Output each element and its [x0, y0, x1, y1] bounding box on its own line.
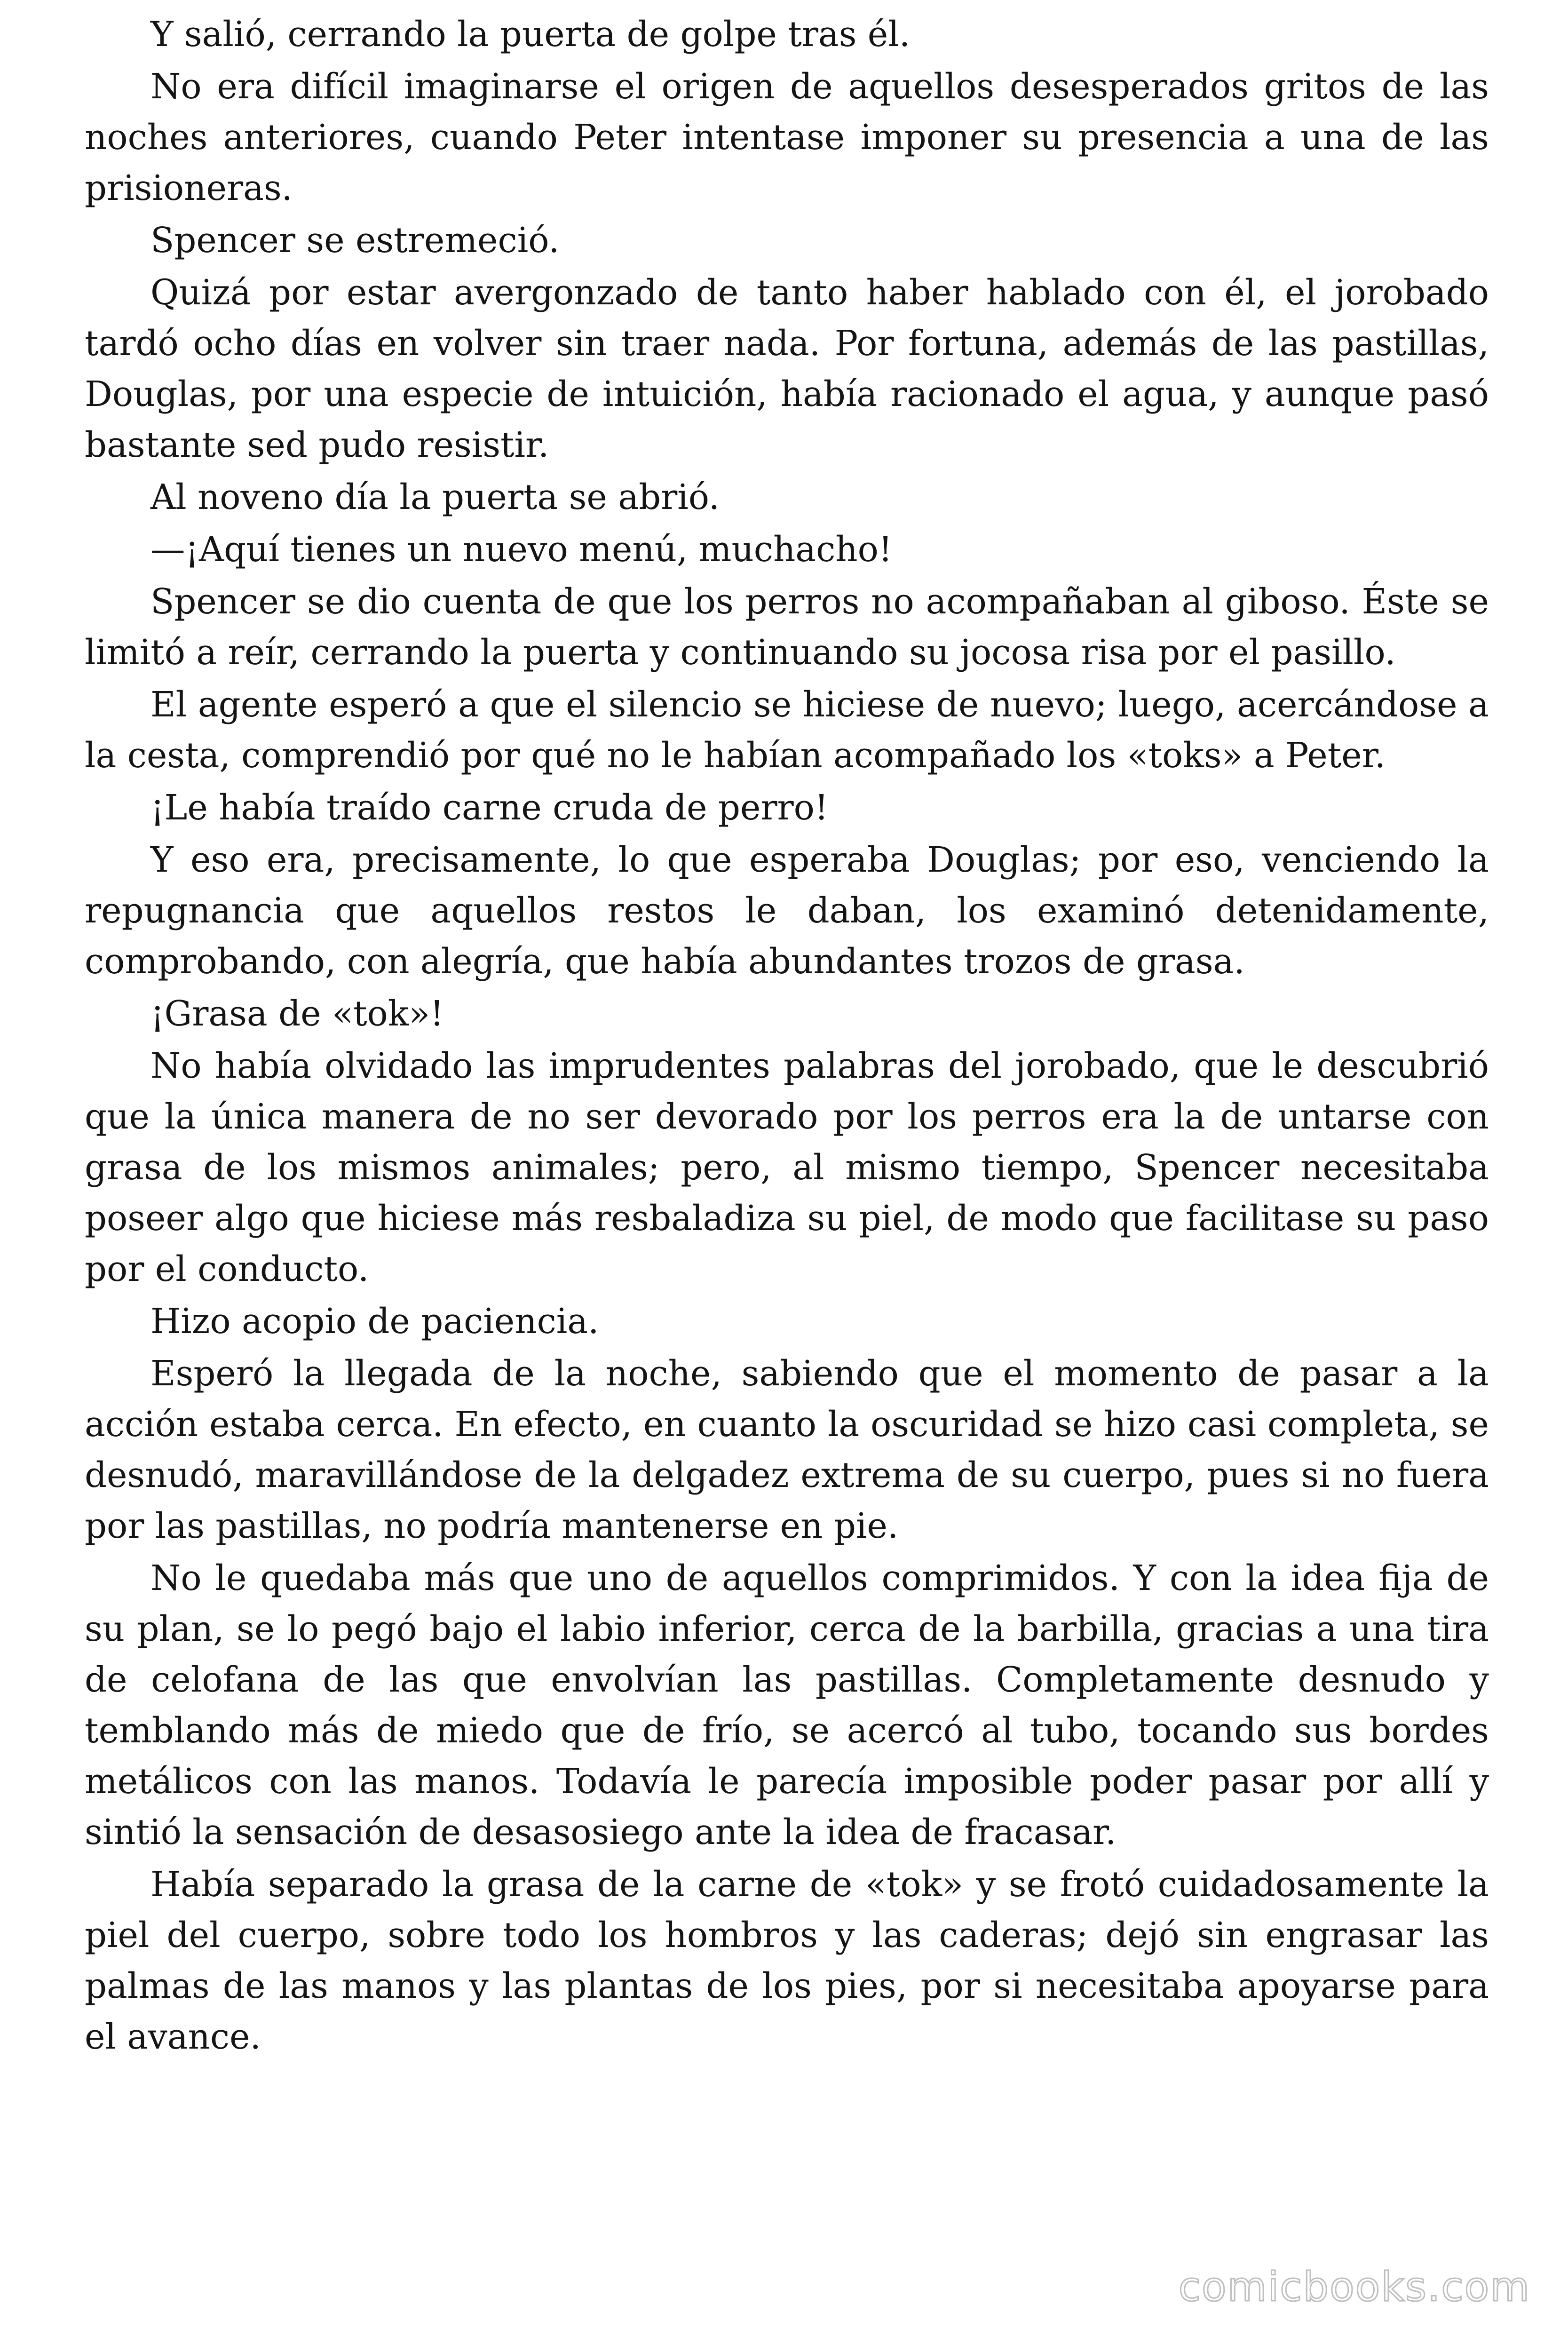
paragraph: ¡Le había traído carne cruda de perro! — [150, 788, 829, 828]
paragraph: No le quedaba más que uno de aquellos comprimidos. Y con la idea fija de su plan, se lo pegó bajo el labio inferior, cerca de la barbilla, gracias a una tira de celofana de las que envolvían las pastillas. Completamente desnudo y temblando más de miedo que de frío, se acercó al tubo, tocando sus bordes metálicos con las manos. Todavía le parecía imposible poder pasar por allí y sintió la sensación de desasosiego ante la idea de fracasar. — [85, 1558, 1489, 1852]
paragraph: Spencer se dio cuenta de que los perros no acompañaban al giboso. Éste se limitó a reír, cerrando la puerta y continuando su jocosa risa por el pasillo. — [85, 582, 1489, 673]
watermark: comicbooks.com — [1178, 2264, 1530, 2311]
paragraph: —¡Aquí tienes un nuevo menú, muchacho! — [150, 530, 893, 570]
paragraph: Quizá por estar avergonzado de tanto haber hablado con él, el jorobado tardó ocho días en volver sin traer nada. Por fortuna, además de las pastillas, Douglas, por una especie de intuición, había racionado el agua, y aunque pasó bastante sed pudo resistir. — [85, 273, 1489, 465]
paragraph: Esperó la llegada de la noche, sabiendo que el momento de pasar a la acción estaba cerca. En efecto, en cuanto la oscuridad se hizo casi completa, se desnudó, maravillándose de la delgadez extrema de su cuerpo, pues si no fuera por las pastillas, no podría mantenerse en pie. — [85, 1354, 1489, 1546]
paragraph: Al noveno día la puerta se abrió. — [150, 477, 720, 517]
book-page — [85, 9, 1489, 2314]
paragraph: No había olvidado las imprudentes palabras del jorobado, que le descubrió que la única manera de no ser devorado por los perros era la de untarse con grasa de los mismos animales; pero, al mismo tiempo, Spencer necesitaba poseer algo que hiciese más resbaladiza su piel, de modo que facilitase su paso por el conducto. — [85, 1046, 1489, 1289]
paragraph: El agente esperó a que el silencio se hiciese de nuevo; luego, acercándose a la cesta, comprendió por qué no le habían acompañado los «toks» a Peter. — [85, 685, 1489, 776]
paragraph: Hizo acopio de paciencia. — [150, 1302, 599, 1342]
paragraph: Y eso era, precisamente, lo que esperaba Douglas; por eso, venciendo la repugnancia que aquellos restos le daban, los examinó detenidamente, comprobando, con alegría, que había abundantes trozos de grasa. — [85, 840, 1489, 982]
paragraph: Había separado la grasa de la carne de «tok» y se frotó cuidadosamente la piel del cuerpo, sobre todo los hombros y las caderas; dejó sin engrasar las palmas de las manos y las plantas de los pies, por si necesitaba apoyarse para el avance. — [85, 1865, 1489, 2057]
paragraph: Spencer se estremeció. — [150, 221, 560, 261]
paragraph: Y salió, cerrando la puerta de golpe tras él. — [150, 15, 911, 55]
paragraph: ¡Grasa de «tok»! — [150, 994, 444, 1034]
paragraph: No era difícil imaginarse el origen de aquellos desesperados gritos de las noches anteriores, cuando Peter intentase imponer su presencia a una de las prisioneras. — [85, 67, 1489, 208]
